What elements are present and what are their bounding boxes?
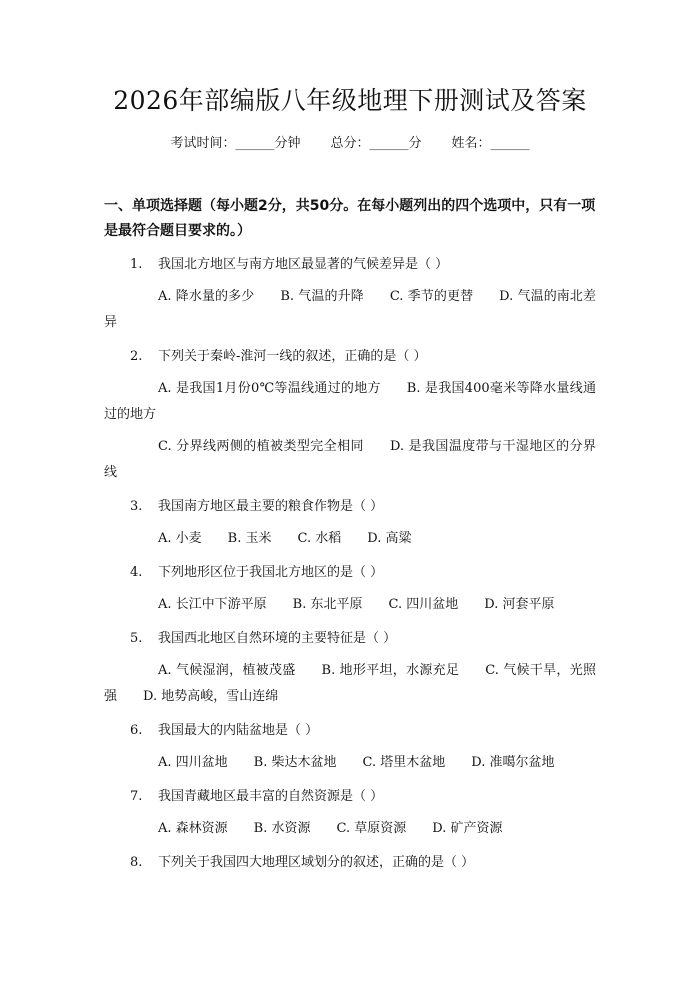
question-text: 我国西北地区自然环境的主要特征是（ ） [158, 631, 397, 646]
question-text: 我国北方地区与南方地区最显著的气候差异是（ ） [158, 257, 449, 272]
question-text: 下列关于秦岭-淮河一线的叙述，正确的是（ ） [158, 349, 427, 364]
question-options [104, 750, 596, 776]
question-text: 我国青藏地区最丰富的自然资源是（ ） [158, 789, 384, 804]
question-number: 4. [130, 565, 143, 580]
option: B. 地形平坦，水源充足 [321, 663, 460, 678]
option: A. 气候湿润，植被茂盛 [158, 663, 296, 678]
question-options [104, 434, 596, 486]
option: D. 地势高峻，雪山连绵 [143, 689, 279, 704]
question-number: 2. [130, 349, 143, 364]
option: A. 降水量的多少 [158, 289, 255, 304]
option: D. 气温的南北差异 [104, 289, 597, 330]
question-text: 我国最大的内陆盆地是（ ） [158, 723, 319, 738]
question-number: 8. [130, 855, 143, 870]
exam-page [0, 84, 700, 989]
question [104, 344, 596, 370]
question [104, 560, 596, 586]
question-number: 5. [130, 631, 143, 646]
option: D. 高粱 [367, 531, 412, 546]
question-text: 下列关于我国四大地理区域划分的叙述，正确的是（ ） [158, 855, 475, 870]
question-number: 6. [130, 723, 143, 738]
page-title: 2026年部编版八年级地理下册测试及答案 [113, 86, 587, 115]
question [104, 252, 596, 278]
option: D. 河套平原 [484, 597, 555, 612]
question [104, 626, 596, 652]
option: D. 是我国温度带与干湿地区的分界线 [104, 439, 596, 480]
total-score: 总分：______分 [330, 136, 422, 151]
option: D. 矿产资源 [432, 821, 503, 836]
question-options [104, 816, 596, 842]
option: C. 草原资源 [336, 821, 407, 836]
exam-meta [104, 134, 596, 154]
question-text: 我国南方地区最主要的粮食作物是（ ） [158, 499, 384, 514]
question-text: 下列地形区位于我国北方地区的是（ ） [158, 565, 384, 580]
question [104, 850, 596, 876]
option: B. 玉米 [227, 531, 272, 546]
option: C. 塔里木盆地 [362, 755, 446, 770]
question-number: 1. [130, 257, 143, 272]
option: B. 柴达木盆地 [253, 755, 337, 770]
question-options [104, 658, 596, 710]
exam-time: 考试时间：______分钟 [170, 136, 301, 151]
question-list [104, 252, 596, 876]
option: A. 森林资源 [158, 821, 228, 836]
option: A. 长江中下游平原 [158, 597, 267, 612]
option: B. 是我国400毫米等降水量线通过的地方 [104, 381, 596, 422]
question-options [104, 284, 596, 336]
option: C. 季节的更替 [389, 289, 474, 304]
option: B. 气温的升降 [280, 289, 364, 304]
option: D. 准噶尔盆地 [471, 755, 555, 770]
question [104, 784, 596, 810]
question [104, 718, 596, 744]
option: C. 四川盆地 [388, 597, 459, 612]
question-number: 3. [130, 499, 143, 514]
question-options [104, 376, 596, 428]
option: B. 水资源 [253, 821, 311, 836]
option: A. 小麦 [158, 531, 202, 546]
question-options [104, 526, 596, 552]
option: C. 分界线两侧的植被类型完全相同 [158, 439, 364, 454]
option: C. 水稻 [297, 531, 342, 546]
question-number: 7. [130, 789, 143, 804]
option: A. 四川盆地 [158, 755, 228, 770]
section-heading: 一、单项选择题（每小题2分，共50分。在每小题列出的四个选项中，只有一项是最符合题目要求的。） [104, 198, 596, 239]
question [104, 494, 596, 520]
option: B. 东北平原 [292, 597, 363, 612]
option: A. 是我国1月份0℃等温线通过的地方 [158, 381, 381, 396]
student-name: 姓名：______ [451, 136, 530, 151]
question-options [104, 592, 596, 618]
option: C. 气候干旱，光照强 [104, 663, 596, 704]
